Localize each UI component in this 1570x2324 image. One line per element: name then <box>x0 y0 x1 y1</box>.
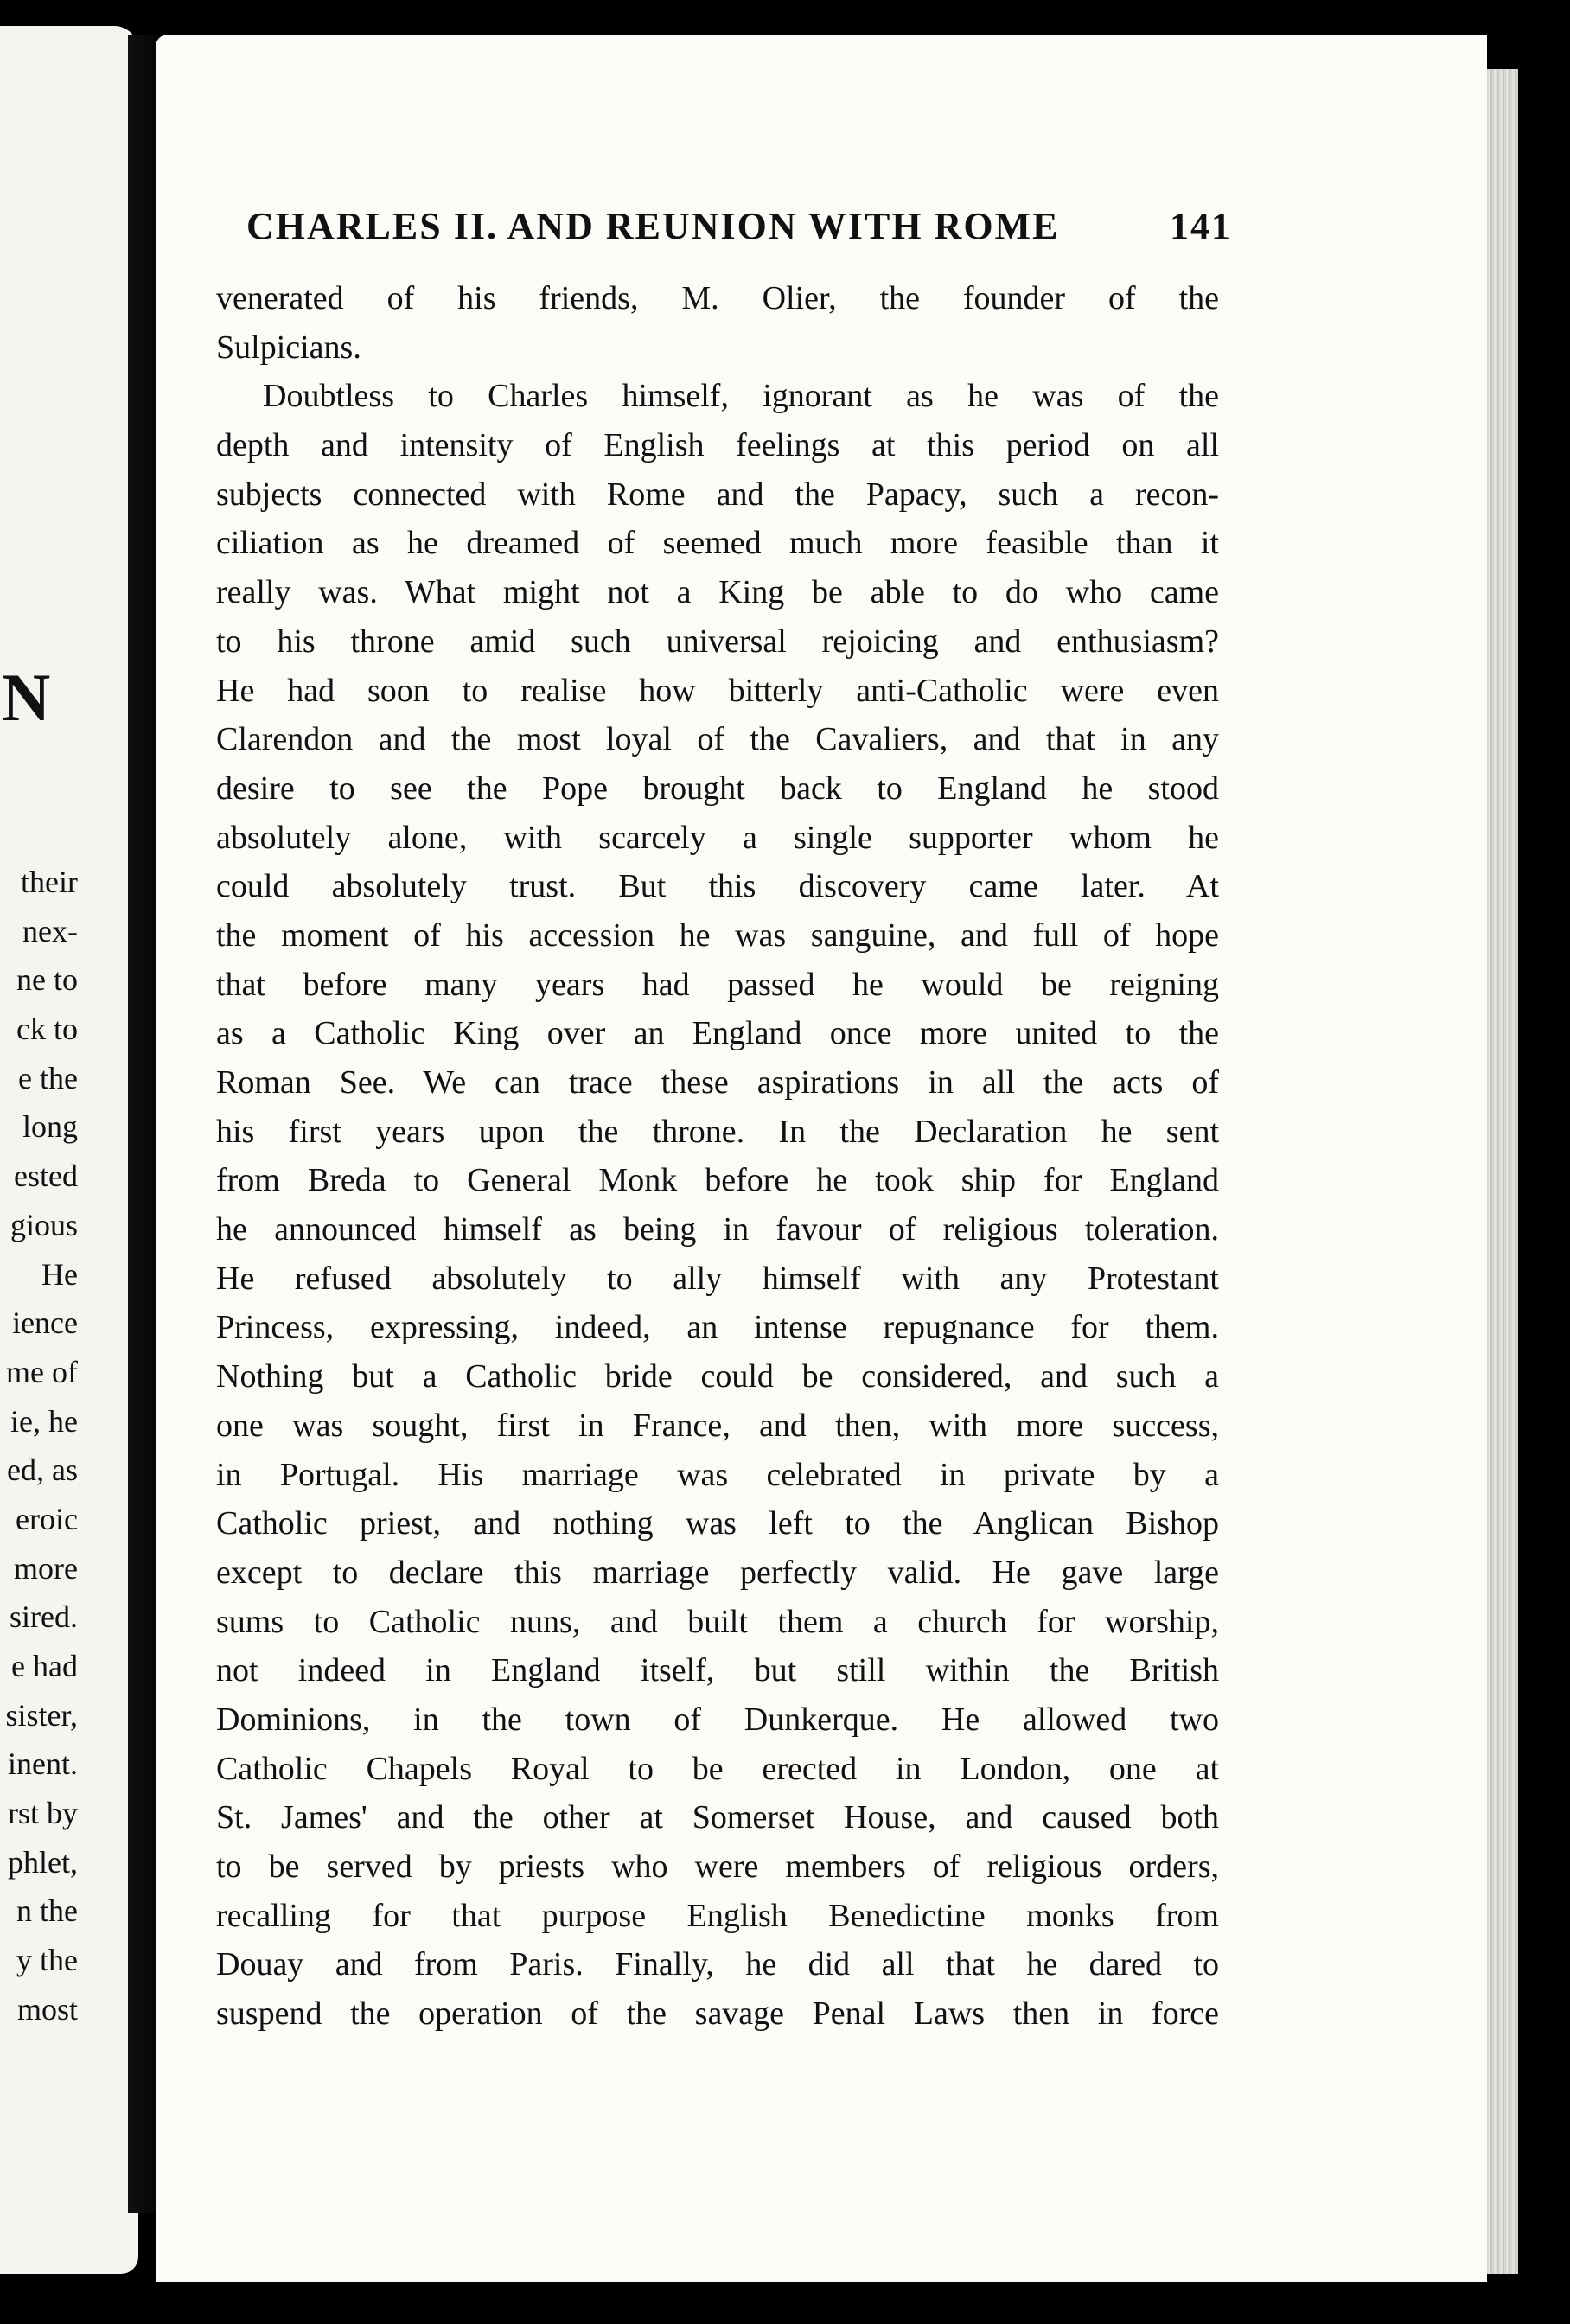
text-line: depth and intensity of English feelings at this period on all <box>216 427 1219 464</box>
text-line: St. James' and the other at Somerset House, and caused both <box>216 1799 1219 1836</box>
facing-page-line: e had <box>11 1649 78 1683</box>
text-line: in Portugal. His marriage was celebrated in private by a <box>216 1456 1219 1493</box>
text-line: Catholic Chapels Royal to be erected in London, one at <box>216 1750 1219 1787</box>
text-line: he announced himself as being in favour of religious toleration. <box>216 1211 1219 1248</box>
text-line: the moment of his accession he was sanguine, and full of hope <box>216 916 1219 954</box>
facing-page-line: ie, he <box>10 1403 78 1439</box>
facing-page-left <box>0 26 138 2274</box>
facing-page-line: ience <box>12 1306 78 1341</box>
facing-page-text <box>0 858 78 2034</box>
text-line: his first years upon the throne. In the Declaration he sent <box>216 1113 1219 1150</box>
text-line: to be served by priests who were members of religious orders, <box>216 1848 1219 1885</box>
text-line: venerated of his friends, M. Olier, the founder of the <box>216 280 1219 316</box>
facing-page-line: inent. <box>8 1746 78 1782</box>
facing-page-line: He <box>41 1256 78 1292</box>
facing-page-line: phlet, <box>8 1844 78 1880</box>
text-line: recalling for that purpose English Benedictine monks from <box>216 1897 1219 1934</box>
facing-page-line: more <box>14 1550 78 1586</box>
facing-page-line: most <box>16 1991 78 2027</box>
running-head <box>246 204 1232 248</box>
text-line: really was. What might not a King be able to do who came <box>216 574 1219 611</box>
text-line: sums to Catholic nuns, and built them a church for worship, <box>216 1603 1219 1640</box>
facing-page-heading-letter: N <box>2 660 51 735</box>
facing-page-line: n the <box>16 1893 78 1929</box>
text-line: one was sought, first in France, and then, with more success, <box>216 1407 1219 1444</box>
facing-page-line: gious <box>10 1207 78 1242</box>
text-line: He had soon to realise how bitterly anti-Catholic were even <box>216 672 1219 709</box>
text-line: ciliation as he dreamed of seemed much more feasible than it <box>216 525 1219 562</box>
facing-page-line: their <box>21 865 78 899</box>
body-text <box>216 274 1219 2039</box>
running-head-title: CHARLES II. AND REUNION WITH ROME <box>246 205 1060 247</box>
facing-page-line: ed, as <box>7 1452 78 1488</box>
text-line: as a Catholic King over an England once more united to the <box>216 1015 1219 1052</box>
text-line: that before many years had passed he would be reigning <box>216 966 1219 1003</box>
text-line: He refused absolutely to ally himself with any Protestant <box>216 1260 1219 1297</box>
facing-page-line: sister, <box>5 1697 78 1733</box>
text-line: could absolutely trust. But this discovery came later. At <box>216 868 1219 905</box>
text-line: Nothing but a Catholic bride could be considered, and such a <box>216 1358 1219 1395</box>
text-line: Doubtless to Charles himself, ignorant as he was of the <box>263 378 1219 415</box>
facing-page-line: rst by <box>8 1796 78 1831</box>
facing-page-line: sired. <box>10 1599 78 1635</box>
page-number: 141 <box>1170 205 1232 247</box>
facing-page-line: ested <box>14 1159 78 1194</box>
facing-page-line: me of <box>6 1354 78 1389</box>
text-line: Princess, expressing, indeed, an intense repugnance for them. <box>216 1309 1219 1346</box>
facing-page-line: eroic <box>16 1501 78 1536</box>
text-line: subjects connected with Rome and the Papacy, such a recon- <box>216 476 1219 513</box>
page-edges <box>1487 69 1518 2274</box>
text-line: Roman See. We can trace these aspirations in all the acts of <box>216 1064 1219 1101</box>
text-line: Dominions, in the town of Dunkerque. He allowed two <box>216 1701 1219 1738</box>
text-line: Clarendon and the most loyal of the Cavaliers, and that in any <box>216 721 1219 758</box>
text-line: Catholic priest, and nothing was left to the Anglican Bishop <box>216 1505 1219 1542</box>
facing-page-line: ne to <box>16 962 78 998</box>
text-line: desire to see the Pope brought back to England he stood <box>216 769 1219 807</box>
facing-page-line: y the <box>16 1943 78 1978</box>
text-line: suspend the operation of the savage Penal Laws then in force <box>216 1995 1219 2033</box>
text-line: absolutely alone, with scarcely a single supporter whom he <box>216 819 1219 856</box>
text-line: to his throne amid such universal rejoicing and enthusiasm? <box>216 622 1219 660</box>
facing-page-line: ck to <box>16 1012 78 1047</box>
text-line: not indeed in England itself, but still within the British <box>216 1652 1219 1689</box>
text-line: Douay and from Paris. Finally, he did all that he dared to <box>216 1946 1219 1983</box>
text-line: Sulpicians. <box>216 329 361 366</box>
facing-page-line: long <box>22 1109 78 1145</box>
facing-page-line: nex- <box>22 913 78 948</box>
text-line: from Breda to General Monk before he took ship for England <box>216 1162 1219 1199</box>
text-line: except to declare this marriage perfectly valid. He gave large <box>216 1554 1219 1591</box>
facing-page-line: e the <box>18 1060 78 1095</box>
